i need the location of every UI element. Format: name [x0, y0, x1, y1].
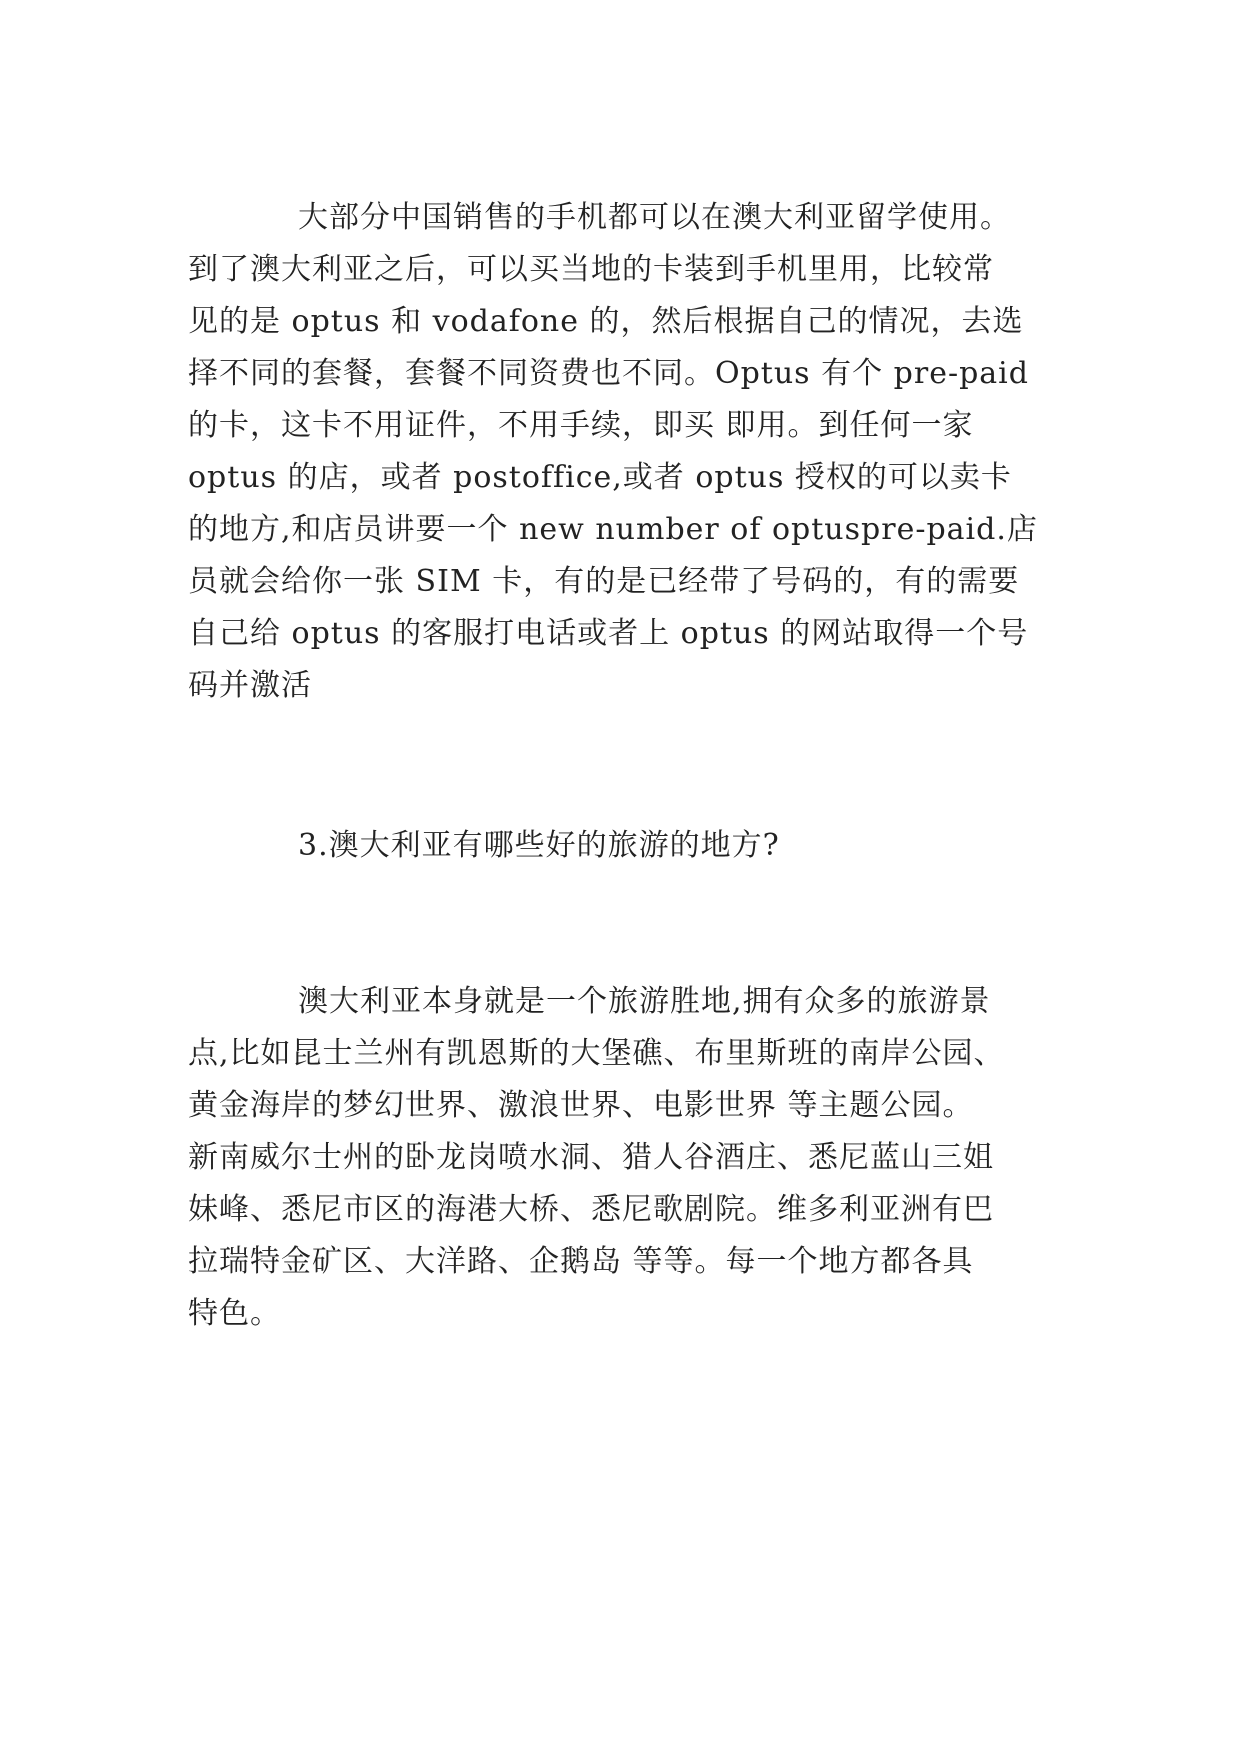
- paragraph-1-line-3: 见的是 optus 和 vodafone 的，然后根据自己的情况，去选: [188, 304, 1024, 339]
- paragraph-2-line-4: 新南威尔士州的卧龙岗喷水洞、猎人谷酒庄、悉尼蓝山三姐: [188, 1140, 994, 1175]
- paragraph-2-line-2: 点,比如昆士兰州有凯恩斯的大堡礁、布里斯班的南岸公园、: [188, 1036, 1005, 1071]
- paragraph-1-line-9: 自己给 optus 的客服打电话或者上 optus 的网站取得一个号: [188, 616, 1029, 651]
- paragraph-1-line-6: optus 的店，或者 postoffice,或者 optus 授权的可以卖卡: [188, 460, 1012, 495]
- paragraph-2-line-6: 拉瑞特金矿区、大洋路、企鹅岛 等等。每一个地方都各具: [188, 1244, 974, 1279]
- paragraph-1-line-5: 的卡，这卡不用证件，不用手续，即买 即用。到任何一家: [188, 408, 974, 443]
- paragraph-1-line-1: 大部分中国销售的手机都可以在澳大利亚留学使用。: [298, 200, 1011, 235]
- paragraph-1-line-2: 到了澳大利亚之后，可以买当地的卡装到手机里用，比较常: [188, 252, 994, 287]
- paragraph-2-line-7: 特色。: [188, 1296, 281, 1331]
- paragraph-2-line-5: 妹峰、悉尼市区的海港大桥、悉尼歌剧院。维多利亚洲有巴: [188, 1192, 994, 1227]
- paragraph-1-line-10: 码并激活: [188, 668, 312, 703]
- paragraph-1-line-7: 的地方,和店员讲要一个 new number of optuspre-paid.店: [188, 512, 1038, 547]
- paragraph-2-line-3: 黄金海岸的梦幻世界、激浪世界、电影世界 等主题公园。: [188, 1088, 974, 1123]
- paragraph-1-line-4: 择不同的套餐，套餐不同资费也不同。Optus 有个 pre-paid: [188, 356, 1029, 391]
- paragraph-2-line-1: 澳大利亚本身就是一个旅游胜地,拥有众多的旅游景: [298, 984, 991, 1019]
- section-heading: 3.澳大利亚有哪些好的旅游的地方?: [298, 828, 780, 863]
- paragraph-1-line-8: 员就会给你一张 SIM 卡，有的是已经带了号码的，有的需要: [188, 564, 1020, 599]
